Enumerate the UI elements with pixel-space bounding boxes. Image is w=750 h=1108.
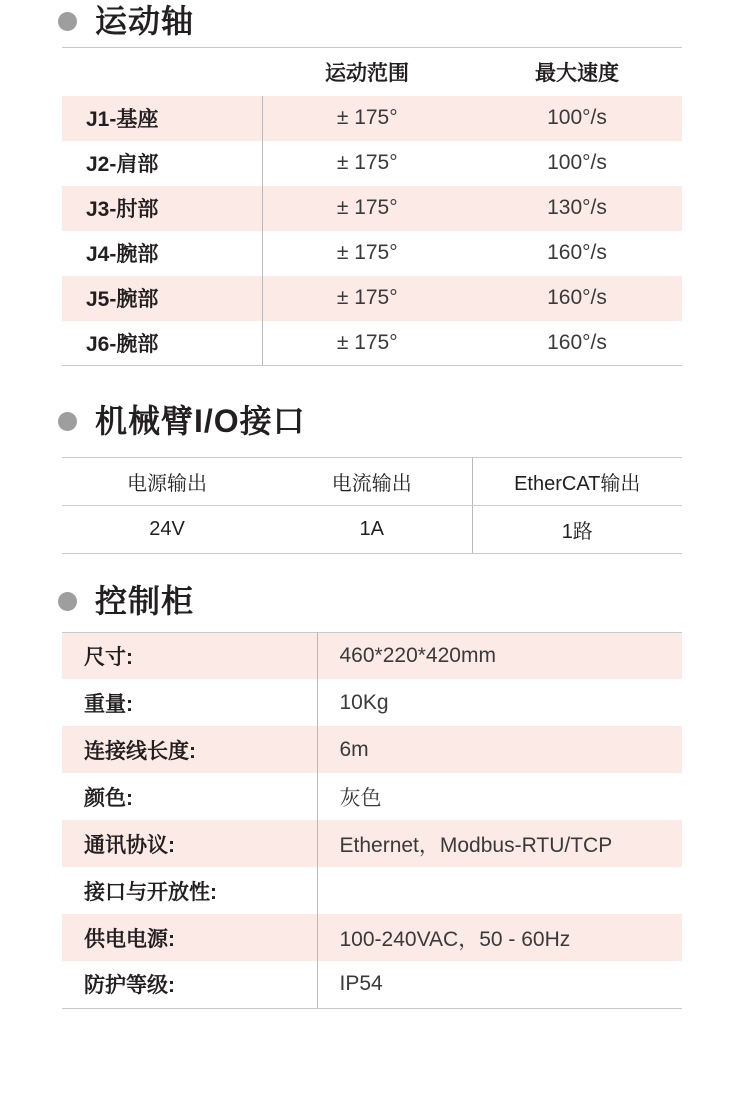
value-current-output: 1A <box>272 506 472 554</box>
axis-speed: 100°/s <box>472 96 682 141</box>
spec-value: 460*220*420mm <box>317 632 682 679</box>
table-row <box>62 321 682 366</box>
axis-range: ± 175° <box>336 151 398 175</box>
spec-sheet-page <box>0 4 750 1108</box>
axis-name: J1-基座 <box>62 96 262 141</box>
axis-range: ± 175° <box>262 186 472 231</box>
table-row <box>62 914 682 961</box>
axis-range: ± 175° <box>262 276 472 321</box>
axis-range: ± 175° <box>262 96 472 141</box>
axis-name: J2-肩部 <box>62 141 262 186</box>
table-row <box>62 867 682 914</box>
table-row <box>62 961 682 1008</box>
column-header-blank <box>62 48 262 96</box>
spec-key: 接口与开放性: <box>62 867 317 914</box>
spec-key: 通讯协议: <box>62 820 317 867</box>
spec-value <box>317 867 682 914</box>
axis-range: ± 175° <box>262 321 472 366</box>
bullet-icon <box>58 412 77 431</box>
table-row <box>62 679 682 726</box>
section-header-arm-io <box>0 404 750 439</box>
column-header-power-output: 电源输出 <box>62 458 272 506</box>
table-row <box>62 141 682 186</box>
column-header-ethercat-output: EtherCAT输出 <box>472 458 682 506</box>
spec-value: 灰色 <box>339 786 382 810</box>
table-row <box>62 773 682 820</box>
value-power-output: 24V <box>62 506 272 554</box>
table-row <box>62 726 682 773</box>
table-row <box>62 820 682 867</box>
axis-speed: 160°/s <box>472 321 682 366</box>
spec-value: IP54 <box>317 961 682 1008</box>
axis-speed: 160°/s <box>547 241 607 265</box>
spec-key: 连接线长度: <box>62 726 317 773</box>
axis-name: J3-肘部 <box>62 186 262 231</box>
table-row <box>62 96 682 141</box>
column-header-range: 运动范围 <box>262 48 472 96</box>
spec-key: 颜色: <box>62 773 317 820</box>
table-row <box>62 276 682 321</box>
column-header-speed: 最大速度 <box>472 48 682 96</box>
table-row <box>62 632 682 679</box>
axis-speed: 160°/s <box>472 276 682 321</box>
axis-name: J6-腕部 <box>62 321 262 366</box>
page-title-arm-io: 机械臂I/O接口 <box>95 403 306 440</box>
spec-key: 供电电源: <box>62 914 317 961</box>
spec-value: Ethernet，Modbus-RTU/TCP <box>317 820 682 867</box>
bullet-icon <box>58 12 77 31</box>
table-header-row <box>62 458 682 506</box>
value-ethercat-output: 1路 <box>472 506 682 554</box>
spec-value: 10Kg <box>339 690 389 714</box>
table-header-row <box>62 48 682 96</box>
spec-value: 100-240VAC，50 - 60Hz <box>317 914 682 961</box>
table-row <box>62 186 682 231</box>
axis-speed: 100°/s <box>547 151 607 175</box>
axis-speed: 130°/s <box>472 186 682 231</box>
table-row <box>62 506 682 554</box>
axis-name: J5-腕部 <box>62 276 262 321</box>
axis-range: ± 175° <box>336 241 398 265</box>
spec-key: 防护等级: <box>62 961 317 1008</box>
spec-key: 尺寸: <box>62 632 317 679</box>
section-header-motion-axis <box>0 4 750 39</box>
spec-value: 6m <box>317 726 682 773</box>
axis-name: J4-腕部 <box>62 231 262 276</box>
page-title-control-cabinet: 控制柜 <box>95 583 195 620</box>
column-header-current-output: 电流输出 <box>272 458 472 506</box>
page-title-motion-axis: 运动轴 <box>95 3 195 39</box>
bullet-icon <box>58 592 77 611</box>
spec-key: 重量: <box>62 679 317 726</box>
table-row <box>62 231 682 276</box>
arm-io-table <box>62 457 682 554</box>
motion-axis-table <box>62 47 682 366</box>
control-cabinet-table <box>62 632 682 1009</box>
section-header-control-cabinet <box>0 584 750 619</box>
